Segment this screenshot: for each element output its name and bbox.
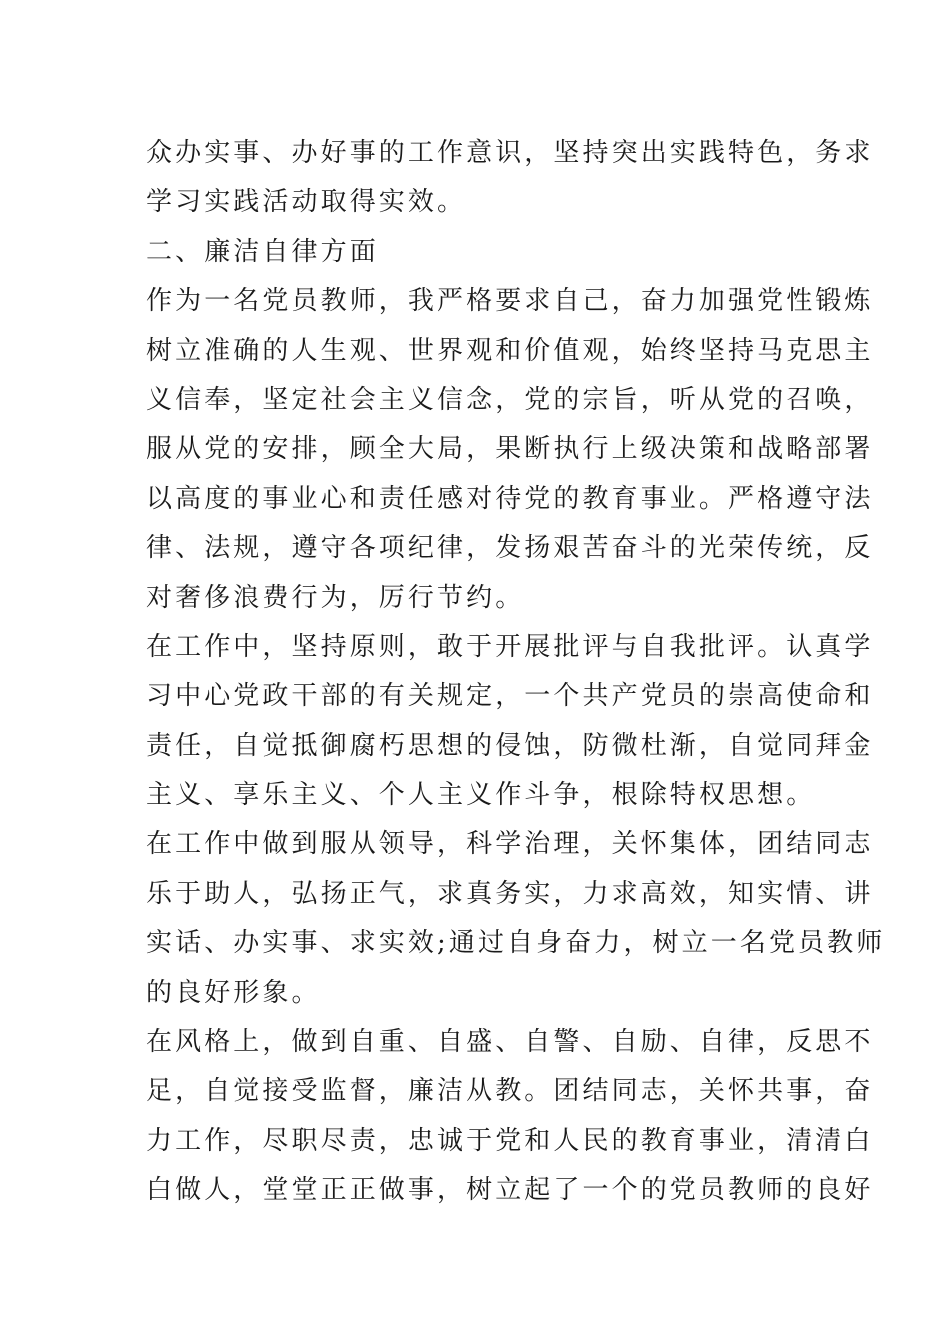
text-line: 树立准确的人生观、世界观和价值观，始终坚持马克思主: [146, 335, 874, 366]
text-line: 在工作中做到服从领导，科学治理，关怀集体，团结同志: [146, 829, 874, 860]
document-body: [146, 129, 886, 1216]
text-line: 足，自觉接受监督，廉洁从教。团结同志，关怀共事，奋: [146, 1076, 874, 1107]
text-line: 对奢侈浪费行为，厉行节约。: [146, 582, 525, 613]
text-line: 责任，自觉抵御腐朽思想的侵蚀，防微杜渐，自觉同拜金: [146, 730, 874, 761]
text-line: 实话、办实事、求实效;通过自身奋力，树立一名党员教师: [146, 928, 886, 959]
text-line: 作为一名党员教师，我严格要求自己，奋力加强党性锻炼: [146, 286, 874, 317]
text-line: 在工作中，坚持原则，敢于开展批评与自我批评。认真学: [146, 631, 874, 662]
text-line: 以高度的事业心和责任感对待党的教育事业。严格遵守法: [146, 483, 874, 514]
text-line: 习中心党政干部的有关规定，一个共产党员的崇高使命和: [146, 681, 874, 712]
text-line: 在风格上，做到自重、自盛、自警、自励、自律，反思不: [146, 1027, 874, 1058]
text-line: 白做人，堂堂正正做事，树立起了一个的党员教师的良好: [146, 1175, 874, 1206]
text-line: 律、法规，遵守各项纪律，发扬艰苦奋斗的光荣传统，反: [146, 533, 874, 564]
text-line: 义信奉，坚定社会主义信念，党的宗旨，听从党的召唤，: [146, 384, 874, 415]
text-line: 乐于助人，弘扬正气，求真务实，力求高效，知实情、讲: [146, 878, 874, 909]
text-line: 的良好形象。: [146, 977, 321, 1008]
text-line: 主义、享乐主义、个人主义作斗争，根除特权思想。: [146, 780, 816, 811]
text-line: 众办实事、办好事的工作意识，坚持突出实践特色，务求: [146, 138, 874, 168]
text-line: 力工作，尽职尽责，忠诚于党和人民的教育事业，清清白: [146, 1125, 874, 1156]
text-line: 服从党的安排，顾全大局，果断执行上级决策和战略部署: [146, 434, 874, 465]
text-line: 学习实践活动取得实效。: [146, 187, 467, 218]
section-heading: 二、廉洁自律方面: [146, 236, 379, 267]
